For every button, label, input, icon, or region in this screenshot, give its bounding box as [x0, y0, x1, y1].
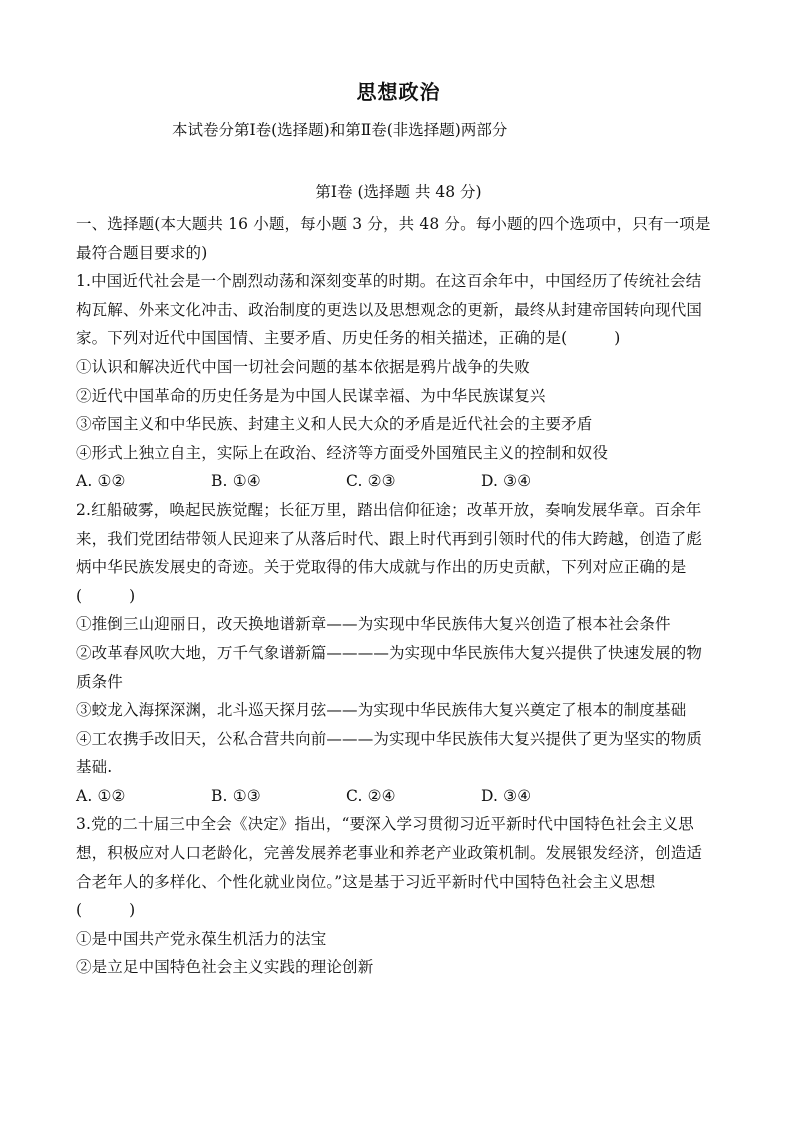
question-stem-line: 1.中国近代社会是一个剧烈动荡和深刻变革的时期。在这百余年中，中国经历了传统社会结 — [76, 272, 702, 291]
question-stem-line: 构瓦解、外来文化冲击、政治制度的更迭以及思想观念的更新，最终从封建帝国转向现代国 — [76, 300, 703, 319]
statement-item: ①推倒三山迎丽日，改天换地谱新章——为实现中华民族伟大复兴创造了根本社会条件 — [76, 615, 671, 634]
question-stem-line: 炳中华民族发展史的奇迹。关于党取得的伟大成就与作出的历史贡献，下列对应正确的是 — [76, 558, 687, 577]
option-b: B. ①④ — [211, 472, 261, 491]
section-instructions — [76, 210, 721, 267]
statement-item: ②是立足中国特色社会主义实践的理论创新 — [76, 958, 374, 977]
statement-item: ③帝国主义和中华民族、封建主义和人民大众的矛盾是近代社会的主要矛盾 — [76, 415, 593, 434]
question-stem-line: 合老年人的多样化、个性化就业岗位。”这是基于习近平新时代中国特色社会主义思想 — [76, 872, 656, 891]
exam-body — [76, 210, 721, 982]
option-c: C. ②④ — [346, 786, 396, 805]
question-3 — [76, 810, 721, 982]
question-stem-line: 2.红船破雾，唤起民族觉醒；长征万里，踏出信仰征途；改革开放，奏响发展华章。百余年 — [76, 500, 702, 519]
statement-item: ②改革春风吹大地，万千气象谱新篇————为实现中华民族伟大复兴提供了快速发展的物 — [76, 643, 703, 662]
statement-item: 质条件 — [76, 672, 123, 691]
option-b: B. ①③ — [211, 786, 261, 805]
question-stem-line: 3.党的二十届三中全会《决定》指出，“要深入学习贯彻习近平新时代中国特色社会主义思 — [76, 815, 694, 834]
question-2 — [76, 496, 721, 811]
paper-structure-note: 本试卷分第Ⅰ卷(选择题)和第Ⅱ卷(非选择题)两部分 — [172, 121, 508, 139]
statement-item: ①是中国共产党永葆生机活力的法宝 — [76, 929, 327, 948]
option-a: A. ①② — [76, 472, 126, 491]
statement-item: ①认识和解决近代中国一切社会问题的基本依据是鸦片战争的失败 — [76, 357, 530, 376]
answer-options — [76, 782, 721, 811]
answer-options — [76, 467, 721, 496]
option-a: A. ①② — [76, 786, 126, 805]
statement-item: ④形式上独立自主，实际上在政治、经济等方面受外国殖民主义的控制和奴役 — [76, 443, 609, 462]
question-stem-line: ( ) — [76, 586, 136, 605]
question-stem-line: 来，我们党团结带领人民迎来了从落后时代、跟上时代再到引领时代的伟大跨越，创造了彪 — [76, 529, 703, 548]
option-d: D. ③④ — [481, 472, 532, 491]
question-stem-line: 想，积极应对人口老龄化，完善发展养老事业和养老产业政策机制。发展银发经济，创造适 — [76, 844, 703, 863]
question-1 — [76, 267, 721, 496]
text-line: 一、选择题(本大题共 16 小题，每小题 3 分，共 48 分。每小题的四个选项中，只有一项是 — [76, 215, 711, 233]
statement-item: ④工农携手改旧天，公私合营共向前———为实现中华民族伟大复兴提供了更为坚实的物质 — [76, 729, 703, 748]
option-c: C. ②③ — [346, 472, 396, 491]
statement-item: 基础. — [76, 758, 113, 777]
question-stem-line: ( ) — [76, 901, 136, 920]
part-one-heading: 第Ⅰ卷 (选择题 共 48 分) — [315, 183, 482, 201]
statement-item: ②近代中国革命的历史任务是为中国人民谋幸福、为中华民族谋复兴 — [76, 386, 546, 405]
question-stem-line: 家。下列对近代中国国情、主要矛盾、历史任务的相关描述，正确的是( ) — [76, 329, 621, 348]
page-title: 思想政治 — [356, 80, 441, 104]
statement-item: ③蛟龙入海探深渊，北斗巡天探月弦——为实现中华民族伟大复兴奠定了根本的制度基础 — [76, 701, 687, 720]
text-line: 最符合题目要求的) — [76, 243, 208, 262]
option-d: D. ③④ — [481, 786, 532, 805]
